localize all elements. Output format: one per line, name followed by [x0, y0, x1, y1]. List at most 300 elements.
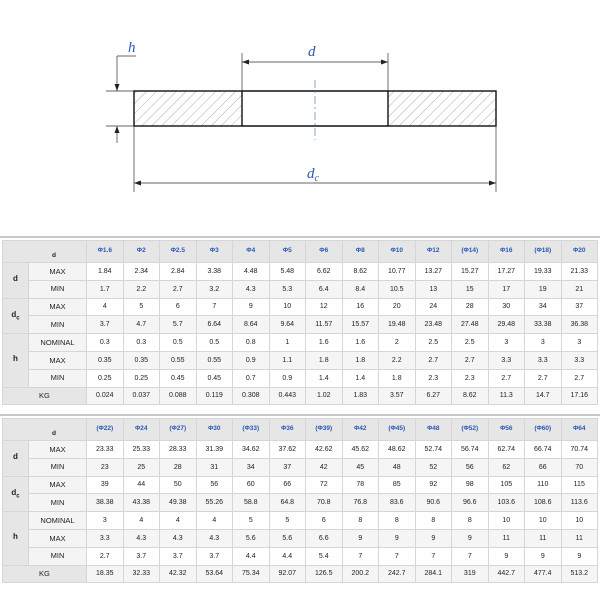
value-cell: 4 [160, 512, 197, 530]
value-cell: 58.8 [233, 494, 270, 512]
value-cell: 27.48 [452, 316, 489, 334]
value-cell: 16 [342, 298, 379, 316]
value-cell: 2.7 [488, 369, 525, 387]
kg-value-cell: 1.83 [342, 387, 379, 405]
value-cell: 15.27 [452, 263, 489, 281]
value-cell: 0.8 [233, 334, 270, 352]
size-header: (Φ18) [525, 241, 562, 263]
value-cell: 0.55 [160, 351, 197, 369]
value-cell: 2.7 [87, 547, 124, 565]
table2-top-rule [0, 414, 600, 416]
value-cell: 0.45 [196, 369, 233, 387]
value-cell: 9 [561, 547, 598, 565]
size-header: (Φ52) [452, 419, 489, 441]
kg-value-cell: 18.35 [87, 565, 124, 583]
value-cell: 0.3 [87, 334, 124, 352]
value-cell: 9 [415, 529, 452, 547]
label-dc: d [307, 166, 315, 182]
kg-value-cell: 442.7 [488, 565, 525, 583]
table-row [3, 441, 598, 459]
value-cell: 11 [561, 529, 598, 547]
value-cell: 6.6 [306, 529, 343, 547]
kg-value-cell: 75.34 [233, 565, 270, 583]
value-cell: 9 [379, 529, 416, 547]
value-cell: 3 [488, 334, 525, 352]
group-label-text: d [11, 309, 17, 319]
value-cell: 19.48 [379, 316, 416, 334]
size-header: Φ42 [342, 419, 379, 441]
value-cell: 108.6 [525, 494, 562, 512]
value-cell: 11 [488, 529, 525, 547]
value-cell: 7 [415, 547, 452, 565]
value-cell: 7 [196, 298, 233, 316]
row-label: MIN [29, 280, 87, 298]
corner-label: d [3, 419, 87, 441]
value-cell: 36.38 [561, 316, 598, 334]
value-cell: 8.62 [342, 263, 379, 281]
size-header: Φ16 [488, 241, 525, 263]
value-cell: 42 [306, 458, 343, 476]
kg-value-cell: 319 [452, 565, 489, 583]
value-cell: 8 [452, 512, 489, 530]
row-label: MAX [29, 298, 87, 316]
value-cell: 6.64 [196, 316, 233, 334]
value-cell: 62.74 [488, 441, 525, 459]
value-cell: 62 [488, 458, 525, 476]
value-cell: 56 [196, 476, 233, 494]
value-cell: 10 [488, 512, 525, 530]
value-cell: 34 [525, 298, 562, 316]
value-cell: 5.6 [269, 529, 306, 547]
value-cell: 45.62 [342, 441, 379, 459]
size-header: (Φ39) [306, 419, 343, 441]
size-header: (Φ27) [160, 419, 197, 441]
size-header: (Φ14) [452, 241, 489, 263]
value-cell: 5.3 [269, 280, 306, 298]
value-cell: 0.3 [123, 334, 160, 352]
value-cell: 13 [415, 280, 452, 298]
value-cell: 4.3 [196, 529, 233, 547]
value-cell: 0.5 [196, 334, 233, 352]
value-cell: 83.6 [379, 494, 416, 512]
value-cell: 21.33 [561, 263, 598, 281]
size-header: (Φ45) [379, 419, 416, 441]
value-cell: 0.25 [87, 369, 124, 387]
value-cell: 4.7 [123, 316, 160, 334]
value-cell: 4.48 [233, 263, 270, 281]
value-cell: 78 [342, 476, 379, 494]
label-d: d [308, 44, 316, 60]
size-header: Φ30 [196, 419, 233, 441]
value-cell: 4 [123, 512, 160, 530]
value-cell: 31 [196, 458, 233, 476]
kg-value-cell: 32.33 [123, 565, 160, 583]
row-label: MIN [29, 369, 87, 387]
value-cell: 92 [415, 476, 452, 494]
value-cell: 8 [415, 512, 452, 530]
table-row [3, 529, 598, 547]
washer-dimension-drawing [0, 0, 600, 215]
value-cell: 6 [160, 298, 197, 316]
size-header: Φ48 [415, 419, 452, 441]
group-label-text: d [11, 487, 17, 497]
value-cell: 52 [415, 458, 452, 476]
value-cell: 0.5 [160, 334, 197, 352]
value-cell: 2 [379, 334, 416, 352]
size-header: Φ8 [342, 241, 379, 263]
value-cell: 37 [269, 458, 306, 476]
value-cell: 64.8 [269, 494, 306, 512]
kg-value-cell: 126.5 [306, 565, 343, 583]
value-cell: 2.7 [561, 369, 598, 387]
value-cell: 48.62 [379, 441, 416, 459]
value-cell: 2.7 [525, 369, 562, 387]
value-cell: 3.7 [160, 547, 197, 565]
size-header: Φ2.5 [160, 241, 197, 263]
value-cell: 1.4 [306, 369, 343, 387]
svg-text:dc [307, 166, 320, 184]
size-header: Φ12 [415, 241, 452, 263]
group-label-text: d [13, 274, 18, 283]
size-header: Φ64 [561, 419, 598, 441]
value-cell: 31.39 [196, 441, 233, 459]
value-cell: 2.5 [415, 334, 452, 352]
value-cell: 29.48 [488, 316, 525, 334]
dimension-h [106, 40, 136, 143]
value-cell: 3.3 [525, 351, 562, 369]
spec-table-2 [2, 418, 598, 583]
row-label: MAX [29, 441, 87, 459]
value-cell: 24 [415, 298, 452, 316]
value-cell: 3.2 [196, 280, 233, 298]
value-cell: 2.2 [379, 351, 416, 369]
group-label [3, 512, 29, 565]
row-label: MIN [29, 494, 87, 512]
value-cell: 56.74 [452, 441, 489, 459]
size-header: Φ56 [488, 419, 525, 441]
value-cell: 10 [561, 512, 598, 530]
kg-value-cell: 8.62 [452, 387, 489, 405]
value-cell: 56 [452, 458, 489, 476]
value-cell: 5.48 [269, 263, 306, 281]
row-label: MAX [29, 351, 87, 369]
value-cell: 1.8 [306, 351, 343, 369]
value-cell: 1.8 [379, 369, 416, 387]
value-cell: 70.8 [306, 494, 343, 512]
value-cell: 5 [269, 512, 306, 530]
size-header: (Φ33) [233, 419, 270, 441]
value-cell: 98 [452, 476, 489, 494]
value-cell: 70 [561, 458, 598, 476]
value-cell: 30 [488, 298, 525, 316]
value-cell: 5 [123, 298, 160, 316]
corner-label: d [3, 241, 87, 263]
value-cell: 3.3 [488, 351, 525, 369]
value-cell: 17 [488, 280, 525, 298]
size-header: Φ5 [269, 241, 306, 263]
value-cell: 10.77 [379, 263, 416, 281]
size-header: Φ24 [123, 419, 160, 441]
value-cell: 37 [561, 298, 598, 316]
header-row [3, 241, 598, 263]
kg-value-cell: 14.7 [525, 387, 562, 405]
row-label: MIN [29, 547, 87, 565]
value-cell: 103.6 [488, 494, 525, 512]
value-cell: 60 [233, 476, 270, 494]
value-cell: 76.8 [342, 494, 379, 512]
value-cell: 1.7 [87, 280, 124, 298]
kg-value-cell: 200.2 [342, 565, 379, 583]
value-cell: 5.6 [233, 529, 270, 547]
value-cell: 4 [87, 298, 124, 316]
value-cell: 42.62 [306, 441, 343, 459]
value-cell: 1.6 [306, 334, 343, 352]
kg-value-cell: 11.3 [488, 387, 525, 405]
value-cell: 34 [233, 458, 270, 476]
kg-value-cell: 0.037 [123, 387, 160, 405]
value-cell: 2.7 [415, 351, 452, 369]
value-cell: 5.7 [160, 316, 197, 334]
value-cell: 7 [379, 547, 416, 565]
value-cell: 8.4 [342, 280, 379, 298]
value-cell: 1.1 [269, 351, 306, 369]
value-cell: 34.62 [233, 441, 270, 459]
size-header: (Φ22) [87, 419, 124, 441]
kg-value-cell: 0.443 [269, 387, 306, 405]
value-cell: 28 [160, 458, 197, 476]
value-cell: 0.25 [123, 369, 160, 387]
value-cell: 44 [123, 476, 160, 494]
value-cell: 9 [452, 529, 489, 547]
value-cell: 12 [306, 298, 343, 316]
size-header: Φ1.6 [87, 241, 124, 263]
header-row [3, 419, 598, 441]
row-label: MAX [29, 529, 87, 547]
table-row [3, 280, 598, 298]
value-cell: 0.35 [87, 351, 124, 369]
value-cell: 7 [342, 547, 379, 565]
value-cell: 3.3 [561, 351, 598, 369]
group-label-subscript: c [16, 493, 20, 500]
row-label: MAX [29, 263, 87, 281]
value-cell: 38.38 [87, 494, 124, 512]
value-cell: 115 [561, 476, 598, 494]
row-label: MAX [29, 476, 87, 494]
value-cell: 11 [525, 529, 562, 547]
value-cell: 0.9 [269, 369, 306, 387]
value-cell: 13.27 [415, 263, 452, 281]
value-cell: 6.4 [306, 280, 343, 298]
value-cell: 2.3 [452, 369, 489, 387]
value-cell: 11.57 [306, 316, 343, 334]
table-row [3, 298, 598, 316]
kg-value-cell: 477.4 [525, 565, 562, 583]
table-row [3, 316, 598, 334]
value-cell: 17.27 [488, 263, 525, 281]
value-cell: 33.38 [525, 316, 562, 334]
kg-value-cell: 6.27 [415, 387, 452, 405]
value-cell: 3 [525, 334, 562, 352]
value-cell: 2.7 [452, 351, 489, 369]
kg-value-cell: 0.088 [160, 387, 197, 405]
value-cell: 15 [452, 280, 489, 298]
value-cell: 3.38 [196, 263, 233, 281]
value-cell: 25.33 [123, 441, 160, 459]
row-label: MIN [29, 316, 87, 334]
value-cell: 19.33 [525, 263, 562, 281]
value-cell: 8 [379, 512, 416, 530]
group-label [3, 441, 29, 477]
value-cell: 0.45 [160, 369, 197, 387]
value-cell: 2.34 [123, 263, 160, 281]
label-h: h [128, 40, 136, 56]
spec-table-1 [2, 240, 598, 405]
size-header: (Φ60) [525, 419, 562, 441]
value-cell: 45 [342, 458, 379, 476]
value-cell: 6 [306, 512, 343, 530]
value-cell: 4.4 [233, 547, 270, 565]
kg-value-cell: 284.1 [415, 565, 452, 583]
kg-value-cell: 513.2 [561, 565, 598, 583]
table-row [3, 263, 598, 281]
table-row [3, 512, 598, 530]
group-label-subscript: c [16, 315, 20, 322]
value-cell: 8 [342, 512, 379, 530]
kg-row [3, 565, 598, 583]
value-cell: 0.55 [196, 351, 233, 369]
table-row [3, 476, 598, 494]
size-header: Φ36 [269, 419, 306, 441]
row-label: NOMINAL [29, 334, 87, 352]
kg-value-cell: 0.308 [233, 387, 270, 405]
value-cell: 72 [306, 476, 343, 494]
value-cell: 4.3 [233, 280, 270, 298]
kg-label: KG [3, 565, 87, 583]
value-cell: 3.3 [87, 529, 124, 547]
value-cell: 9 [525, 547, 562, 565]
value-cell: 2.7 [160, 280, 197, 298]
value-cell: 66.74 [525, 441, 562, 459]
value-cell: 3.7 [123, 547, 160, 565]
value-cell: 1.4 [342, 369, 379, 387]
value-cell: 10 [269, 298, 306, 316]
group-label [3, 334, 29, 387]
size-header: Φ3 [196, 241, 233, 263]
value-cell: 55.26 [196, 494, 233, 512]
table1-top-rule [0, 236, 600, 238]
value-cell: 4.4 [269, 547, 306, 565]
kg-value-cell: 53.64 [196, 565, 233, 583]
group-label [3, 263, 29, 299]
group-label [3, 476, 29, 512]
value-cell: 9.64 [269, 316, 306, 334]
value-cell: 15.57 [342, 316, 379, 334]
value-cell: 85 [379, 476, 416, 494]
value-cell: 66 [525, 458, 562, 476]
value-cell: 7 [452, 547, 489, 565]
value-cell: 1.8 [342, 351, 379, 369]
value-cell: 1 [269, 334, 306, 352]
value-cell: 9 [233, 298, 270, 316]
label-dc-subscript: c [314, 173, 319, 184]
kg-value-cell: 17.16 [561, 387, 598, 405]
kg-value-cell: 3.57 [379, 387, 416, 405]
group-label-text: d [13, 452, 18, 461]
value-cell: 5 [233, 512, 270, 530]
value-cell: 4.3 [160, 529, 197, 547]
value-cell: 90.6 [415, 494, 452, 512]
value-cell: 0.7 [233, 369, 270, 387]
kg-value-cell: 0.119 [196, 387, 233, 405]
value-cell: 1.84 [87, 263, 124, 281]
group-label-text: h [13, 532, 18, 542]
kg-label: KG [3, 387, 87, 405]
value-cell: 52.74 [415, 441, 452, 459]
value-cell: 2.3 [415, 369, 452, 387]
table-row [3, 494, 598, 512]
table-row [3, 334, 598, 352]
value-cell: 10 [525, 512, 562, 530]
group-label-text: h [13, 354, 18, 364]
kg-value-cell: 242.7 [379, 565, 416, 583]
value-cell: 23.48 [415, 316, 452, 334]
value-cell: 48 [379, 458, 416, 476]
value-cell: 49.38 [160, 494, 197, 512]
value-cell: 96.6 [452, 494, 489, 512]
value-cell: 70.74 [561, 441, 598, 459]
value-cell: 113.6 [561, 494, 598, 512]
value-cell: 37.62 [269, 441, 306, 459]
row-label: NOMINAL [29, 512, 87, 530]
size-header: Φ2 [123, 241, 160, 263]
value-cell: 3 [561, 334, 598, 352]
value-cell: 66 [269, 476, 306, 494]
value-cell: 23.33 [87, 441, 124, 459]
value-cell: 43.38 [123, 494, 160, 512]
row-label: MIN [29, 458, 87, 476]
value-cell: 28 [452, 298, 489, 316]
value-cell: 0.9 [233, 351, 270, 369]
value-cell: 25 [123, 458, 160, 476]
value-cell: 9 [488, 547, 525, 565]
kg-value-cell: 0.024 [87, 387, 124, 405]
value-cell: 0.35 [123, 351, 160, 369]
value-cell: 8.64 [233, 316, 270, 334]
kg-value-cell: 92.07 [269, 565, 306, 583]
value-cell: 3.7 [87, 316, 124, 334]
size-header: Φ20 [561, 241, 598, 263]
kg-value-cell: 42.32 [160, 565, 197, 583]
size-header: Φ4 [233, 241, 270, 263]
value-cell: 4.3 [123, 529, 160, 547]
group-label [3, 298, 29, 334]
value-cell: 2.5 [452, 334, 489, 352]
kg-row [3, 387, 598, 405]
value-cell: 21 [561, 280, 598, 298]
value-cell: 28.33 [160, 441, 197, 459]
table-row [3, 351, 598, 369]
table-row [3, 458, 598, 476]
value-cell: 19 [525, 280, 562, 298]
value-cell: 3 [87, 512, 124, 530]
value-cell: 50 [160, 476, 197, 494]
size-header: Φ6 [306, 241, 343, 263]
washer-cross-section [134, 80, 496, 140]
table-row [3, 369, 598, 387]
size-header: Φ10 [379, 241, 416, 263]
value-cell: 1.6 [342, 334, 379, 352]
value-cell: 2.2 [123, 280, 160, 298]
